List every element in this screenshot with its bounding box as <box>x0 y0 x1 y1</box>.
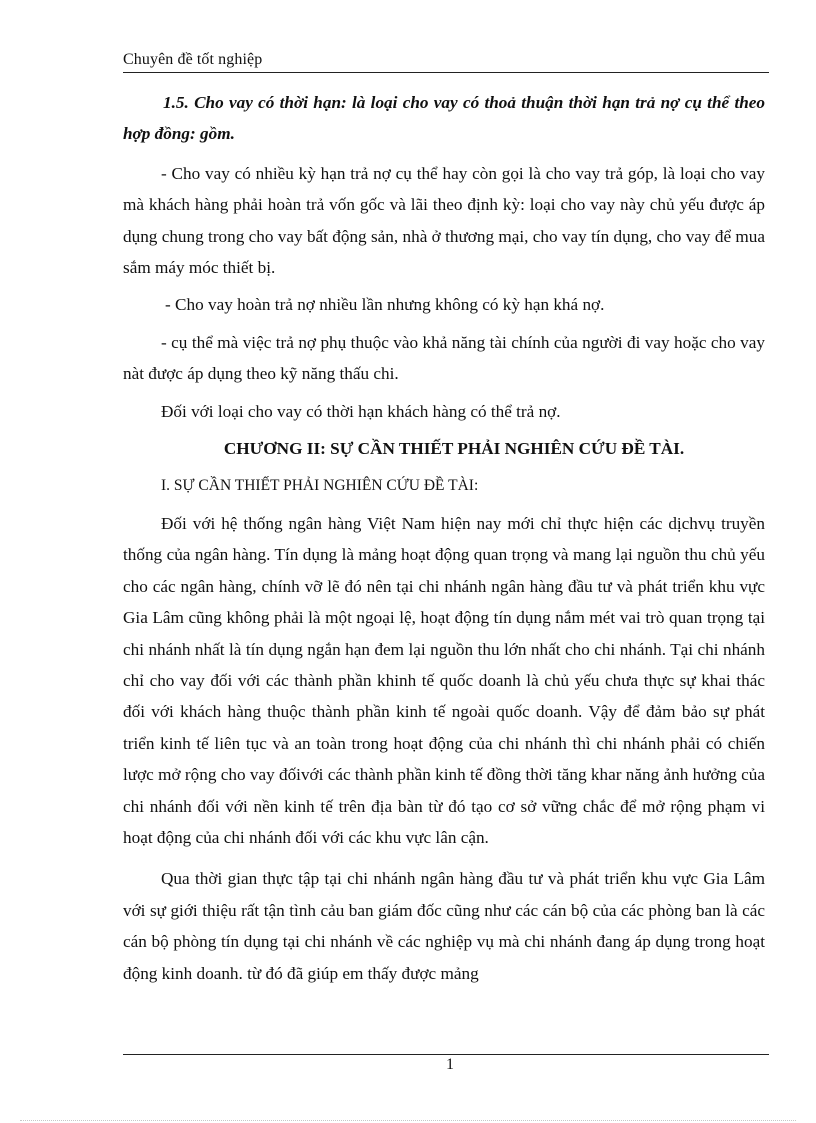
page-header-title: Chuyên đề tốt nghiệp <box>123 51 263 68</box>
section-title: I. SỰ CẦN THIẾT PHẢI NGHIÊN CỨU ĐỀ TÀI: <box>161 477 479 495</box>
paragraph-term-loan-note: Đối với loại cho vay có thời hạn khách hàng có thể trả nợ. <box>161 401 561 421</box>
footer-divider <box>123 1054 769 1055</box>
section-heading-1-5: 1.5. Cho vay có thời hạn: là loại cho vay có thoả thuận thời hạn trả nợ cụ thể theo hợp đồng: gồm. <box>123 93 765 144</box>
chapter-title: CHƯƠNG II: SỰ CẦN THIẾT PHẢI NGHIÊN CỨU ĐỀ TÀI. <box>223 439 685 459</box>
paragraph-internship: Qua thời gian thực tập tại chi nhánh ngân hàng đầu tư và phát triển khu vực Gia Lâm với sự giới thiệu rất tận tình cảu ban giám đốc cũng như các cán bộ của các phòng ban là các cán bộ phòng tín dụng tại chi nhánh về các nghiệp vụ mà chi nhánh đang áp dụng trong hoạt động kinh doanh. từ đó đã giúp em thấy được mảng <box>123 869 765 983</box>
paragraph-banking-system: Đối với hệ thống ngân hàng Việt Nam hiện nay mới chỉ thực hiện các dịchvụ truyền thống của ngân hàng. Tín dụng là mảng hoạt động quan trọng và mang lại nguồn thu chủ yếu cho các ngân hàng, chính vỡ lẽ đó nên tại chi nhánh ngân hàng đầu tư và phát triển khu vực Gia Lâm cũng không phải là một ngoại lệ, hoạt động tín dụng nắm mét vai trò quan trọng tại chi nhánh nhất là tín dụng ngắn hạn đem lại nguồn thu lớn nhất cho chi nhánh. Tại chi nhánh chỉ cho vay đối với các thành phần khinh tế quốc doanh là chủ yếu chưa thực sự khai thác đối với khách hàng thuộc thành phần kinh tế ngoài quốc doanh. Vậy để đảm bảo sự phát triển kinh tế liên tục và an toàn trong hoạt động của chi nhánh thì chi nhánh phải có chiến lược mở rộng cho vay đốivới các thành phần kinh tế đồng thời tăng khar năng ảnh hưởng của chi nhánh đối với nền kinh tế trên địa bàn từ đó tạo cơ sở vững chắc để mở rộng phạm vi hoạt động của chi nhánh đối với các khu vực lân cận. <box>123 513 765 847</box>
page-number: 1 <box>446 1056 454 1073</box>
paragraph-installment-loans: - Cho vay có nhiều kỳ hạn trả nợ cụ thể hay còn gọi là cho vay trả góp, là loại cho vay mà khách hàng phải hoàn trả vốn gốc và lãi theo định kỳ: loại cho vay này chủ yếu được áp dụng chung trong cho vay bất động sản, nhà ở thương mại, cho vay tín dụng, cho vay để mua sắm máy móc thiết bị. <box>123 163 765 278</box>
paragraph-repayment-multiple: - Cho vay hoàn trả nợ nhiều lần nhưng không có kỳ hạn khá nợ. <box>165 295 605 315</box>
header-divider <box>123 72 769 73</box>
page-edge-dotted-line <box>20 1120 796 1121</box>
document-body <box>123 87 765 995</box>
paragraph-overdraft: - cụ thể mà việc trả nợ phụ thuộc vào khả năng tài chính của người đi vay hoặc cho vay nàt được áp dụng theo kỹ năng thấu chi. <box>123 332 765 384</box>
